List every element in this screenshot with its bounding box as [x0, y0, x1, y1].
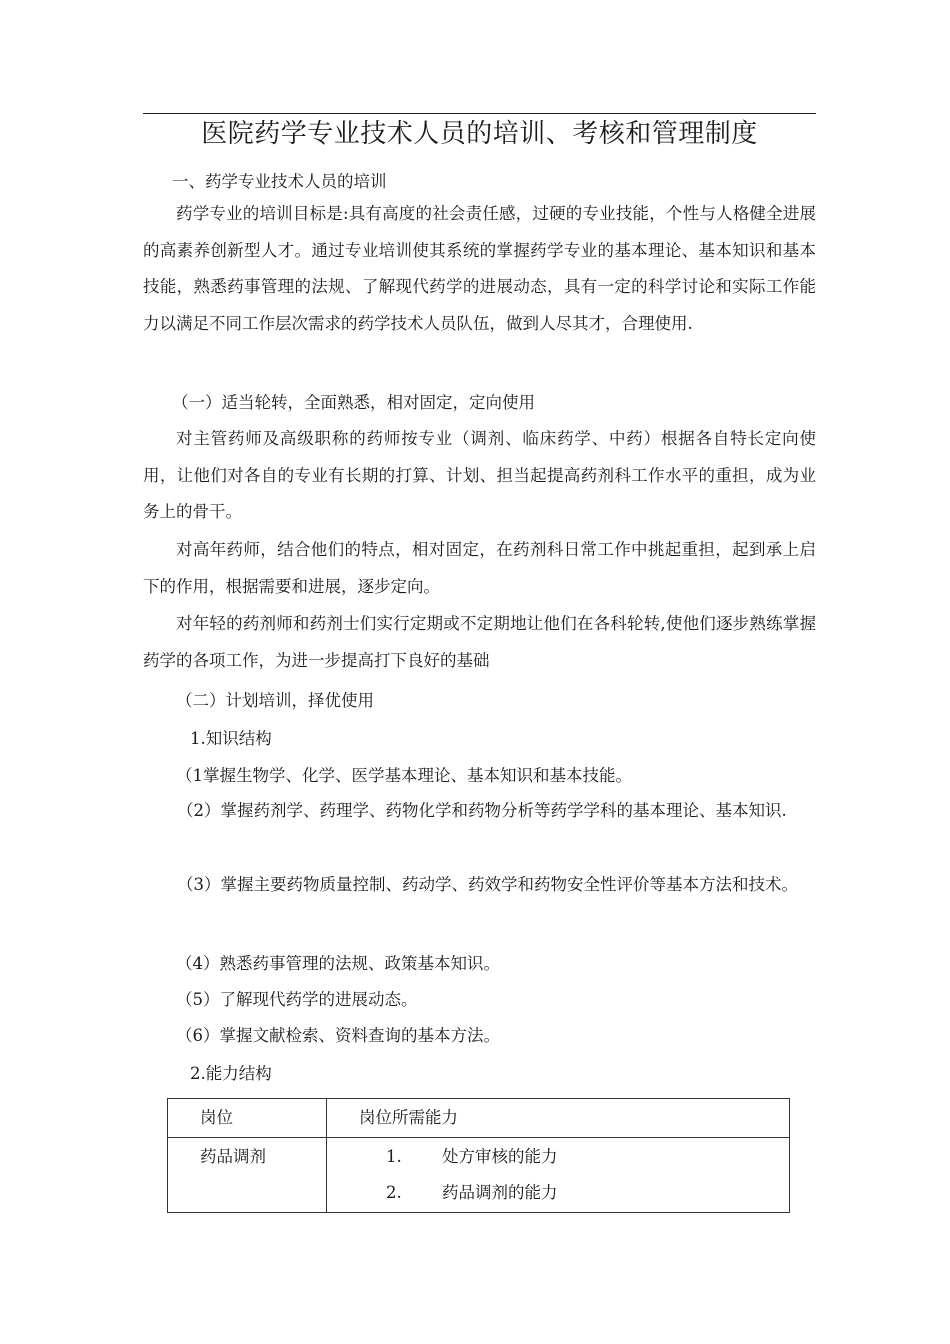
knowledge-item: （3）掌握主要药物质量控制、药动学、药效学和药物安全性评价等基本方法和技术。 — [177, 875, 798, 894]
ability-item-text: 药品调剂的能力 — [442, 1183, 558, 1202]
ability-structure-heading: 2.能力结构 — [190, 1064, 272, 1083]
knowledge-item: （2）掌握药剂学、药理学、药物化学和药物分析等药学学科的基本理论、基本知识. — [177, 801, 787, 820]
knowledge-structure-heading: 1.知识结构 — [190, 729, 272, 748]
knowledge-item: （6）掌握文献检索、资料查询的基本方法。 — [176, 1026, 500, 1045]
ability-item-number: 1. — [386, 1147, 402, 1166]
section-heading-training: 一、药学专业技术人员的培训 — [172, 172, 387, 191]
knowledge-item: （5）了解现代药学的进展动态。 — [176, 990, 418, 1009]
paragraph-young-pharmacists: 对年轻的药剂师和药剂士们实行定期或不定期地让他们在各科轮转,使他们逐步熟练掌握药学的各项工作，为进一步提高打下良好的基础 — [143, 614, 816, 670]
knowledge-item: （1掌握生物学、化学、医学基本理论、基本知识和基本技能。 — [176, 766, 632, 785]
top-rule — [143, 113, 816, 114]
ability-table — [167, 1098, 790, 1213]
intro-paragraph: 药学专业的培训目标是:具有高度的社会责任感，过硬的专业技能，个性与人格健全进展的高素养创新型人才。通过专业培训使其系统的掌握药学专业的基本理论、基本知识和基本技能，熟悉药事管理的法规、了解现代药学的进展动态，具有一定的科学讨论和实际工作能力以满足不同工作层次需求的药学技术人员队伍，做到人尽其才，合理使用. — [143, 204, 816, 333]
knowledge-item: （4）熟悉药事管理的法规、政策基本知识。 — [176, 954, 500, 973]
subsection-heading-rotation: （一）适当轮转，全面熟悉，相对固定，定向使用 — [172, 393, 535, 412]
table-column-divider — [326, 1099, 327, 1212]
table-header-abilities: 岗位所需能力 — [359, 1108, 458, 1127]
table-header-position: 岗位 — [200, 1108, 233, 1127]
ability-item-text: 处方审核的能力 — [442, 1147, 558, 1166]
paragraph-senior-pharmacists: 对主管药师及高级职称的药师按专业（调剂、临床药学、中药）根据各自特长定向使用，让他们对各自的专业有长期的打算、计划、担当起提高药剂科工作水平的重担，成为业务上的骨干。 — [143, 429, 816, 521]
table-cell-position: 药品调剂 — [200, 1147, 266, 1166]
paragraph-experienced-pharmacists: 对高年药师，结合他们的特点，相对固定，在药剂科日常工作中挑起重担，起到承上启下的作用，根据需要和进展，逐步定向。 — [143, 540, 816, 596]
table-header-divider — [168, 1137, 789, 1138]
subsection-heading-planned-training: （二）计划培训，择优使用 — [176, 691, 374, 710]
document-title: 医院药学专业技术人员的培训、考核和管理制度 — [201, 119, 758, 149]
ability-item-number: 2. — [386, 1183, 402, 1202]
